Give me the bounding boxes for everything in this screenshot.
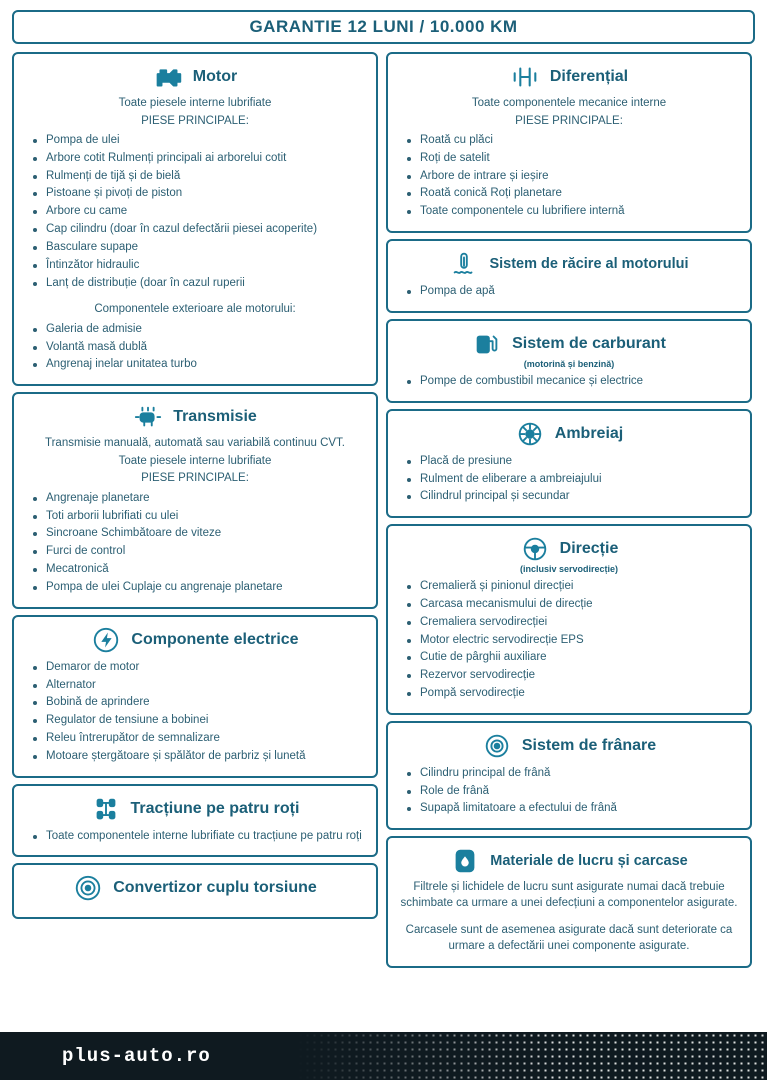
list-item: Cremaliera servodirecției (418, 614, 740, 632)
card-diferential-title: Diferențial (549, 68, 629, 85)
card-diferential-list (398, 132, 740, 221)
list-item: Cutie de pârghii auxiliare (418, 649, 740, 667)
card-carburant-title: Sistem de carburant (512, 334, 666, 352)
fuel-icon (472, 329, 502, 359)
card-franare-header (398, 731, 740, 761)
card-motor-title: Motor (192, 68, 238, 85)
card-franare (386, 721, 752, 830)
card-carburant-list (398, 373, 740, 391)
card-materiale-header (398, 846, 740, 876)
list-item: Role de frână (418, 783, 740, 801)
card-directie-title: Direcție (559, 540, 619, 558)
card-convertizor (12, 863, 378, 919)
card-transmisie-header (24, 402, 366, 432)
card-materiale-note-1: Filtrele și lichidele de lucru sunt asigurate numai dacă trebuie schimbate ca urmare a unei defecțiuni a componentelor asigurate. (400, 881, 738, 909)
card-transmisie-title: Transmisie (173, 408, 257, 426)
list-item: Bobină de aprindere (44, 694, 366, 712)
card-franare-title: Sistem de frânare (521, 736, 657, 754)
card-tractiune-header (24, 794, 366, 824)
card-convertizor-title: Convertizor cuplu torsiune (113, 879, 317, 897)
list-item: Roți de satelit (418, 150, 740, 168)
list-item: Toti arborii lubrifiati cu ulei (44, 508, 366, 526)
card-transmisie (12, 392, 378, 608)
list-item: Arbore cu came (44, 203, 366, 221)
card-tractiune-title: Tracțiune pe patru roți (130, 799, 300, 817)
list-item: Roată cu plăci (418, 132, 740, 150)
list-item: Demaror de motor (44, 659, 366, 677)
header-banner (12, 10, 755, 44)
card-diferential-note-2: PIESE PRINCIPALE: (515, 114, 623, 127)
torque-converter-icon (73, 873, 103, 903)
list-item: Rulmenți de tijă și de bielă (44, 168, 366, 186)
card-convertizor-header (24, 873, 366, 903)
list-item: Arbore de intrare și ieșire (418, 168, 740, 186)
list-item: Pompa de ulei Cuplaje cu angrenaje planetare (44, 579, 366, 597)
list-item: Lanț de distribuție (doar în cazul ruperii (44, 275, 366, 293)
card-transmisie-note-1: Transmisie manuală, automată sau variabilă continuu CVT. (45, 437, 345, 450)
card-carburant-header (398, 329, 740, 359)
card-motor (12, 52, 378, 386)
fluids-icon (450, 846, 480, 876)
card-motor-note-2: PIESE PRINCIPALE: (141, 114, 249, 127)
list-item: Alternator (44, 677, 366, 695)
gearbox-icon (133, 402, 163, 432)
card-componente-electrice (12, 615, 378, 778)
list-item: Cap cilindru (doar în cazul defectării piesei acoperite) (44, 221, 366, 239)
card-directie-header (398, 534, 740, 564)
left-column (12, 52, 378, 919)
list-item: Sincroane Schimbătoare de viteze (44, 525, 366, 543)
list-item: Rezervor servodirecție (418, 667, 740, 685)
list-item: Toate componentele cu lubrifiere internă (418, 203, 740, 221)
card-electrice-title: Componente electrice (131, 630, 299, 648)
card-materiale (386, 836, 752, 968)
list-item: Cilindrul principal și secundar (418, 488, 740, 506)
card-motor-note-3: Componentele exterioare ale motorului: (94, 303, 296, 316)
card-ambreiaj (386, 409, 752, 518)
card-carburant (386, 319, 752, 403)
page-title: GARANTIE 12 LUNI / 10.000 KM (249, 17, 518, 36)
differential-icon (510, 62, 540, 92)
clutch-icon (515, 419, 545, 449)
list-item: Galeria de admisie (44, 321, 366, 339)
steering-icon (520, 534, 550, 564)
card-carburant-subtitle: (motorină și benzină) (523, 358, 615, 369)
list-item: Pompa de apă (418, 283, 740, 301)
card-franare-list (398, 765, 740, 818)
list-item: Cilindru principal de frână (418, 765, 740, 783)
list-item: Roată conică Roți planetare (418, 185, 740, 203)
card-tractiune-list (24, 828, 366, 846)
list-item: Angrenaje planetare (44, 490, 366, 508)
halftone-dots-decoration (297, 1032, 767, 1080)
card-transmisie-note-2: Toate piesele interne lubrifiate (118, 454, 272, 467)
card-directie-subtitle: (inclusiv servodirecție) (519, 564, 619, 575)
card-transmisie-note-3: PIESE PRINCIPALE: (141, 472, 249, 485)
list-item: Angrenaj inelar unitatea turbo (44, 356, 366, 374)
columns-wrapper (12, 52, 755, 968)
footer-bar (0, 1032, 767, 1080)
list-item: Pompă servodirecție (418, 685, 740, 703)
card-racire-header (398, 249, 740, 279)
engine-icon (153, 62, 183, 92)
card-diferential (386, 52, 752, 233)
right-column (386, 52, 752, 968)
list-item: Carcasa mecanismului de direcție (418, 596, 740, 614)
card-tractiune-4x4 (12, 784, 378, 858)
awd-icon (91, 794, 121, 824)
list-item: Motor electric servodirecție EPS (418, 632, 740, 650)
list-item: Supapă limitatoare a efectului de frână (418, 800, 740, 818)
card-electrice-header (24, 625, 366, 655)
card-ambreiaj-list (398, 453, 740, 506)
card-motor-list (24, 132, 366, 292)
card-racire-title: Sistem de răcire al motorului (489, 256, 689, 273)
card-ambreiaj-header (398, 419, 740, 449)
card-motor-note-1: Toate piesele interne lubrifiate (118, 97, 272, 109)
card-racire-list (398, 283, 740, 301)
list-item: Pompe de combustibil mecanice și electrice (418, 373, 740, 391)
card-materiale-title: Materiale de lucru și carcase (490, 853, 688, 870)
list-item: Volantă masă dublă (44, 339, 366, 357)
card-materiale-note-2: Carcasele sunt de asemenea asigurate dacă sunt deteriorate ca urmare a defectării unei componente asigurate. (405, 924, 733, 952)
cooling-icon (449, 249, 479, 279)
list-item: Regulator de tensiune a bobinei (44, 712, 366, 730)
card-motor-header (24, 62, 366, 92)
card-transmisie-list (24, 490, 366, 597)
card-diferential-note-1: Toate componentele mecanice interne (471, 97, 667, 109)
list-item: Basculare supape (44, 239, 366, 257)
list-item: Mecatronică (44, 561, 366, 579)
list-item: Furci de control (44, 543, 366, 561)
brake-icon (482, 731, 512, 761)
list-item: Pompa de ulei (44, 132, 366, 150)
list-item: Toate componentele interne lubrifiate cu tracțiune pe patru roți (44, 828, 366, 846)
electric-icon (91, 625, 121, 655)
card-motor-list-2 (24, 321, 366, 374)
list-item: Arbore cotit Rulmenți principali ai arborelui cotit (44, 150, 366, 168)
list-item: Motoare ștergătoare și spălător de parbriz și lunetă (44, 748, 366, 766)
card-racire (386, 239, 752, 313)
card-ambreiaj-title: Ambreiaj (554, 424, 624, 442)
card-directie (386, 524, 752, 715)
card-directie-list (398, 578, 740, 703)
card-diferential-header (398, 62, 740, 92)
list-item: Placă de presiune (418, 453, 740, 471)
card-electrice-list (24, 659, 366, 766)
list-item: Întinzător hidraulic (44, 257, 366, 275)
list-item: Pistoane și pivoți de piston (44, 185, 366, 203)
list-item: Releu întrerupător de semnalizare (44, 730, 366, 748)
brand-logo: plus-auto.ro (62, 1045, 211, 1067)
list-item: Cremalieră și pinionul direcției (418, 578, 740, 596)
list-item: Rulment de eliberare a ambreiajului (418, 471, 740, 489)
